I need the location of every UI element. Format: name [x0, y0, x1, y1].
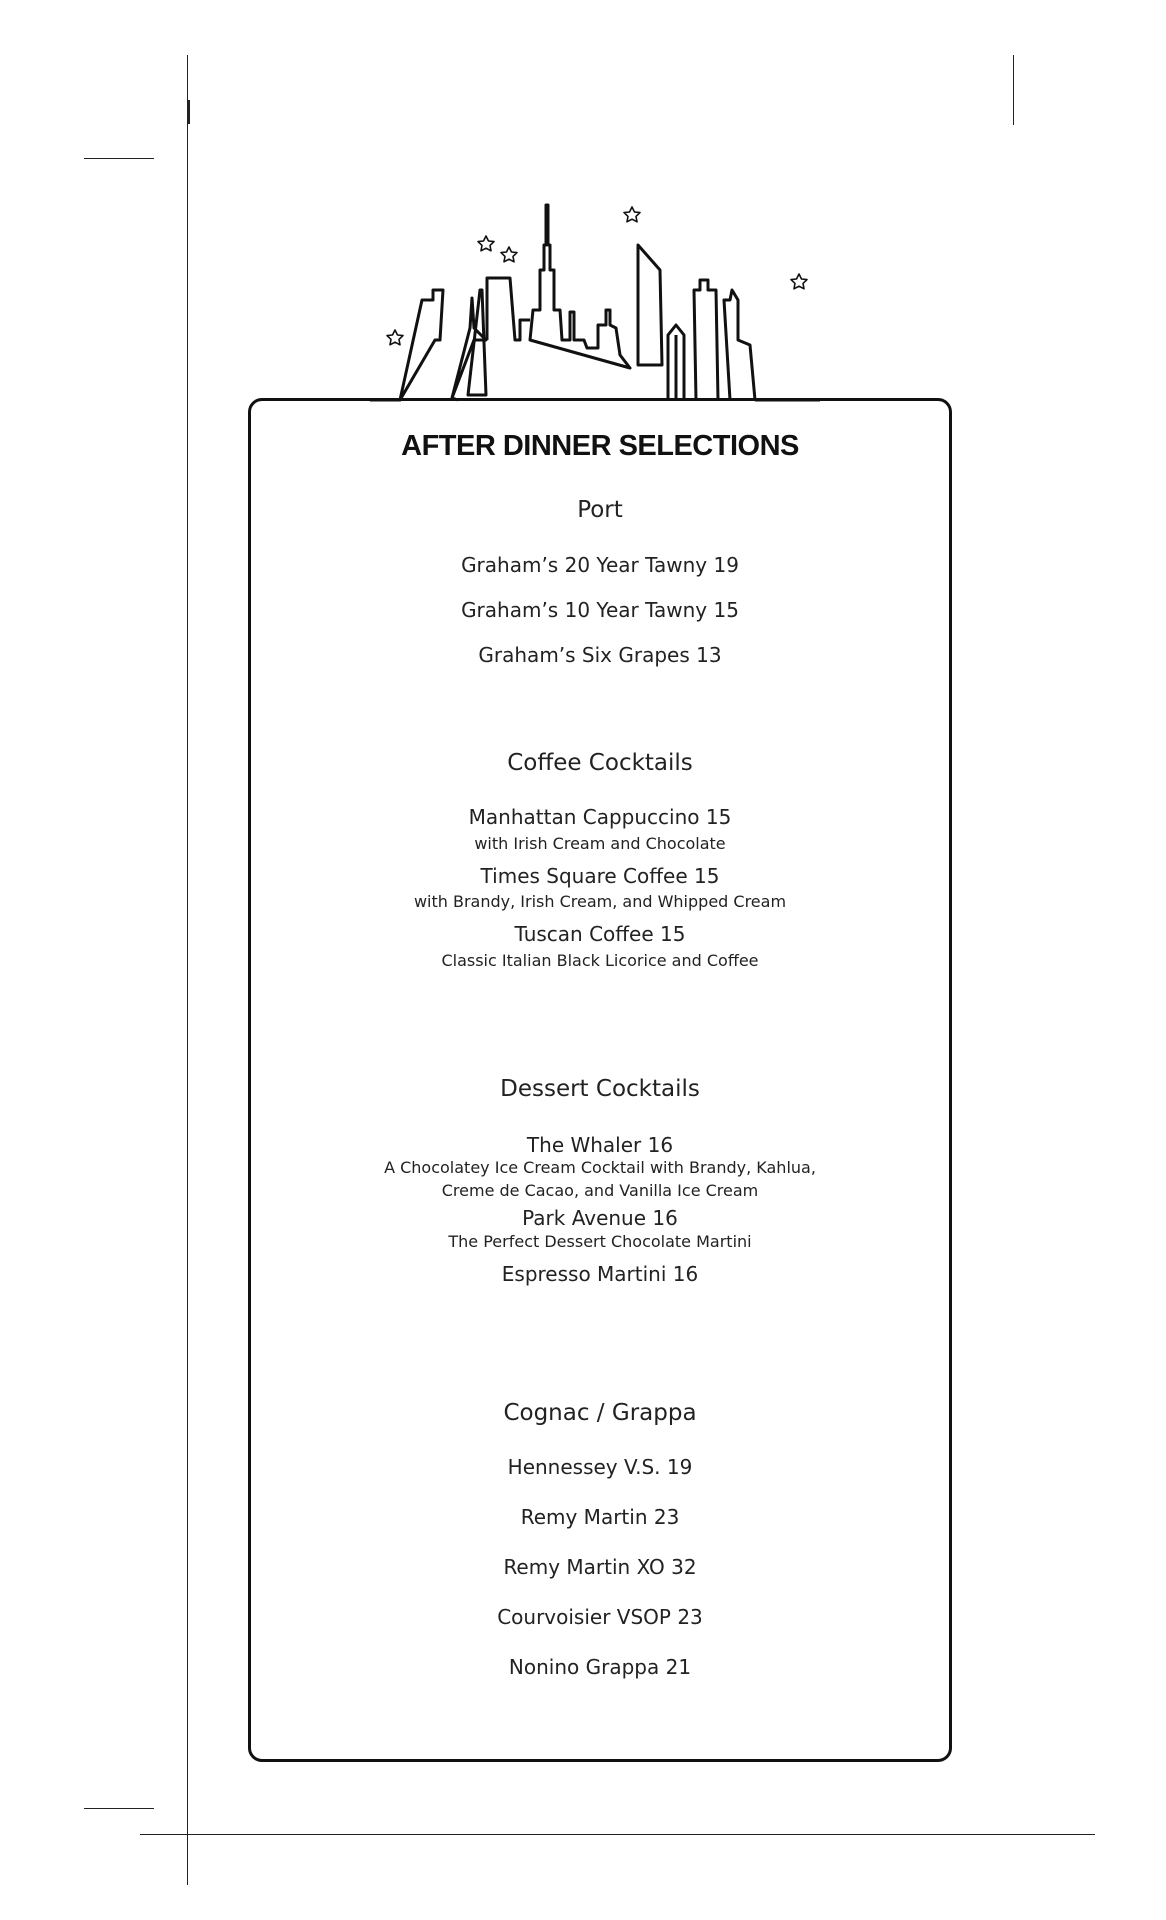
menu-item-description: with Brandy, Irish Cream, and Whipped Cream — [413, 892, 787, 911]
menu-item: Manhattan Cappuccino 15 — [468, 805, 732, 829]
menu-item: Remy Martin 23 — [520, 1505, 680, 1529]
section-heading-dessert-cocktails: Dessert Cocktails — [500, 1076, 700, 1102]
menu-item: Hennessey V.S. 19 — [507, 1455, 693, 1479]
crop-mark-bottom-horizontal — [140, 1834, 1095, 1835]
menu-item-description: A Chocolatey Ice Cream Cocktail with Brandy, Kahlua, — [384, 1158, 816, 1177]
crop-mark-top-left-horizontal — [84, 158, 154, 159]
menu-item: Graham’s 10 Year Tawny 15 — [461, 598, 739, 622]
section-heading-port: Port — [577, 497, 623, 523]
menu-item: The Whaler 16 — [526, 1133, 674, 1157]
menu-item: Tuscan Coffee 15 — [514, 922, 686, 946]
menu-item: Graham’s 20 Year Tawny 19 — [461, 553, 739, 577]
section-heading-cognac-grappa: Cognac / Grappa — [503, 1400, 697, 1426]
menu-item: Espresso Martini 16 — [501, 1262, 699, 1286]
menu-item-description: with Irish Cream and Chocolate — [474, 834, 726, 853]
menu-item: Times Square Coffee 15 — [480, 864, 720, 888]
menu-item: Graham’s Six Grapes 13 — [478, 643, 722, 667]
menu-item: Park Avenue 16 — [522, 1206, 678, 1230]
city-skyline-illustration — [370, 200, 820, 406]
crop-mark-top-right-vertical — [1013, 55, 1014, 125]
menu-item: Courvoisier VSOP 23 — [497, 1605, 703, 1629]
menu-item-description: Creme de Cacao, and Vanilla Ice Cream — [441, 1181, 759, 1200]
crop-mark-left-stub — [188, 100, 190, 124]
crop-mark-bottom-left-horizontal — [84, 1808, 154, 1809]
menu-item-description: The Perfect Dessert Chocolate Martini — [448, 1232, 752, 1251]
menu-item: Remy Martin XO 32 — [503, 1555, 697, 1579]
menu-item-description: Classic Italian Black Licorice and Coffee — [441, 951, 759, 970]
section-heading-coffee-cocktails: Coffee Cocktails — [507, 750, 693, 776]
menu-item: Nonino Grappa 21 — [508, 1655, 692, 1679]
menu-title: AFTER DINNER SELECTIONS — [401, 430, 799, 462]
crop-mark-left-vertical — [187, 55, 188, 1885]
